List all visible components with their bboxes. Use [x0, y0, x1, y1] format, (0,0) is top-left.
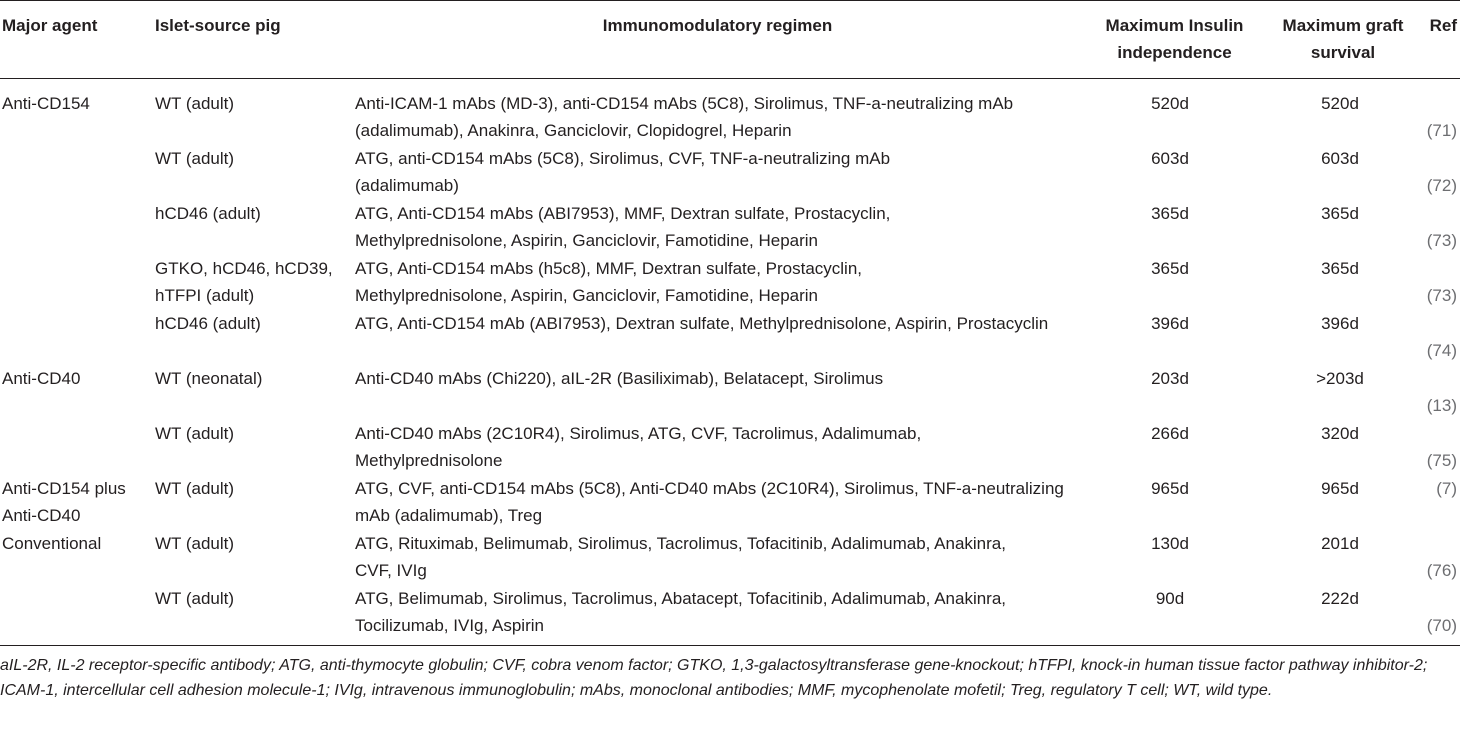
row-4-pig: GTKO, hCD46, hCD39, hTFPI (adult): [155, 259, 333, 305]
row-4-insulin: 365d: [1151, 259, 1189, 278]
row-8-regimen: ATG, CVF, anti-CD154 mAbs (5C8), Anti-CD40 mAbs (2C10R4), Sirolimus, TNF-a-neutralizing mAb (adalimumab), Treg: [355, 479, 1064, 525]
row-7-ref[interactable]: (75): [1426, 451, 1457, 470]
row-6-graft: >203d: [1316, 369, 1364, 388]
row-8-agent: Anti-CD154 plus Anti-CD40: [2, 479, 126, 525]
row-3-insulin: 365d: [1151, 204, 1189, 223]
row-9-agent: Conventional: [2, 534, 102, 553]
row-2-graft: 603d: [1321, 149, 1359, 168]
row-4-ref[interactable]: (73): [1426, 286, 1457, 305]
row-1-agent: Anti-CD154: [2, 94, 90, 113]
row-9-ref[interactable]: (76): [1426, 561, 1457, 580]
row-7-graft: 320d: [1321, 424, 1359, 443]
row-8-insulin: 965d: [1151, 479, 1189, 498]
row-3-graft: 365d: [1321, 204, 1359, 223]
row-10-ref[interactable]: (70): [1426, 616, 1457, 635]
row-9-graft: 201d: [1321, 534, 1359, 553]
row-3-pig: hCD46 (adult): [155, 204, 261, 223]
table-top-rule: [0, 0, 1460, 1]
row-8-graft: 965d: [1321, 479, 1359, 498]
header-ref: Ref: [1429, 16, 1457, 35]
row-5-ref[interactable]: (74): [1426, 341, 1457, 360]
row-1-graft: 520d: [1321, 94, 1359, 113]
row-10-graft: 222d: [1321, 589, 1359, 608]
row-1-insulin: 520d: [1151, 94, 1189, 113]
row-6-regimen: Anti-CD40 mAbs (Chi220), aIL-2R (Basiliximab), Belatacept, Sirolimus: [355, 369, 884, 388]
header-bottom-rule: [0, 78, 1460, 79]
row-6-ref[interactable]: (13): [1426, 396, 1457, 415]
row-4-graft: 365d: [1321, 259, 1359, 278]
row-8-ref[interactable]: (7): [1436, 479, 1457, 498]
row-4-regimen: ATG, Anti-CD154 mAbs (h5c8), MMF, Dextran sulfate, Prostacyclin, Methylprednisolone, Aspirin, Ganciclovir, Famotidine, Heparin: [355, 259, 863, 305]
row-9-regimen: ATG, Rituximab, Belimumab, Sirolimus, Tacrolimus, Tofacitinib, Adalimumab, Anakinra, CVF, IVIg: [355, 534, 1006, 580]
row-3-regimen: ATG, Anti-CD154 mAbs (ABI7953), MMF, Dextran sulfate, Prostacyclin, Methylprednisolone, Aspirin, Ganciclovir, Famotidine, Heparin: [355, 204, 891, 250]
row-7-insulin: 266d: [1151, 424, 1189, 443]
row-10-regimen: ATG, Belimumab, Sirolimus, Tacrolimus, Abatacept, Tofacitinib, Adalimumab, Anakinra, Tocilizumab, IVIg, Aspirin: [355, 589, 1007, 635]
row-10-pig: WT (adult): [155, 589, 235, 608]
header-islet-source-pig: Islet-source pig: [155, 16, 281, 35]
header-graft-survival: Maximum graft survival: [1282, 16, 1404, 62]
row-5-pig: hCD46 (adult): [155, 314, 261, 333]
row-7-regimen: Anti-CD40 mAbs (2C10R4), Sirolimus, ATG, CVF, Tacrolimus, Adalimumab, Methylprednisolone: [355, 424, 922, 470]
header-insulin-independence: Maximum Insulin independence: [1105, 16, 1244, 62]
row-8-pig: WT (adult): [155, 479, 235, 498]
row-1-ref[interactable]: (71): [1426, 121, 1457, 140]
row-5-insulin: 396d: [1151, 314, 1189, 333]
row-9-pig: WT (adult): [155, 534, 235, 553]
table-footnote: aIL-2R, IL-2 receptor-specific antibody; ATG, anti-thymocyte globulin; CVF, cobra venom factor; GTKO, 1,3-galactosyltransferase gene-knockout; hTFPI, knock-in human tissue factor pathway inhibitor-2; ICAM-1, intercellular cell adhesion molecule-1; IVIg, intravenous immunoglobulin; mAbs, monoclonal antibodies; MMF, mycophenolate mofetil; Treg, regulatory T cell; WT, wild type.: [0, 657, 1428, 699]
row-2-regimen: ATG, anti-CD154 mAbs (5C8), Sirolimus, CVF, TNF-a-neutralizing mAb (adalimumab): [355, 149, 891, 195]
header-regimen: Immunomodulatory regimen: [602, 16, 833, 35]
row-9-insulin: 130d: [1151, 534, 1189, 553]
header-major-agent: Major agent: [2, 16, 98, 35]
row-7-pig: WT (adult): [155, 424, 235, 443]
row-5-graft: 396d: [1321, 314, 1359, 333]
row-2-ref[interactable]: (72): [1426, 176, 1457, 195]
row-6-agent: Anti-CD40: [2, 369, 81, 388]
table-bottom-rule: [0, 645, 1460, 646]
row-2-insulin: 603d: [1151, 149, 1189, 168]
row-5-regimen: ATG, Anti-CD154 mAb (ABI7953), Dextran sulfate, Methylprednisolone, Aspirin, Prostacyclin: [355, 314, 1049, 333]
row-2-pig: WT (adult): [155, 149, 235, 168]
row-6-insulin: 203d: [1151, 369, 1189, 388]
row-6-pig: WT (neonatal): [155, 369, 263, 388]
row-1-pig: WT (adult): [155, 94, 235, 113]
row-10-insulin: 90d: [1155, 589, 1185, 608]
row-1-regimen: Anti-ICAM-1 mAbs (MD-3), anti-CD154 mAbs (5C8), Sirolimus, TNF-a-neutralizing mAb (adalimumab), Anakinra, Ganciclovir, Clopidogrel, Heparin: [355, 94, 1014, 140]
row-3-ref[interactable]: (73): [1426, 231, 1457, 250]
